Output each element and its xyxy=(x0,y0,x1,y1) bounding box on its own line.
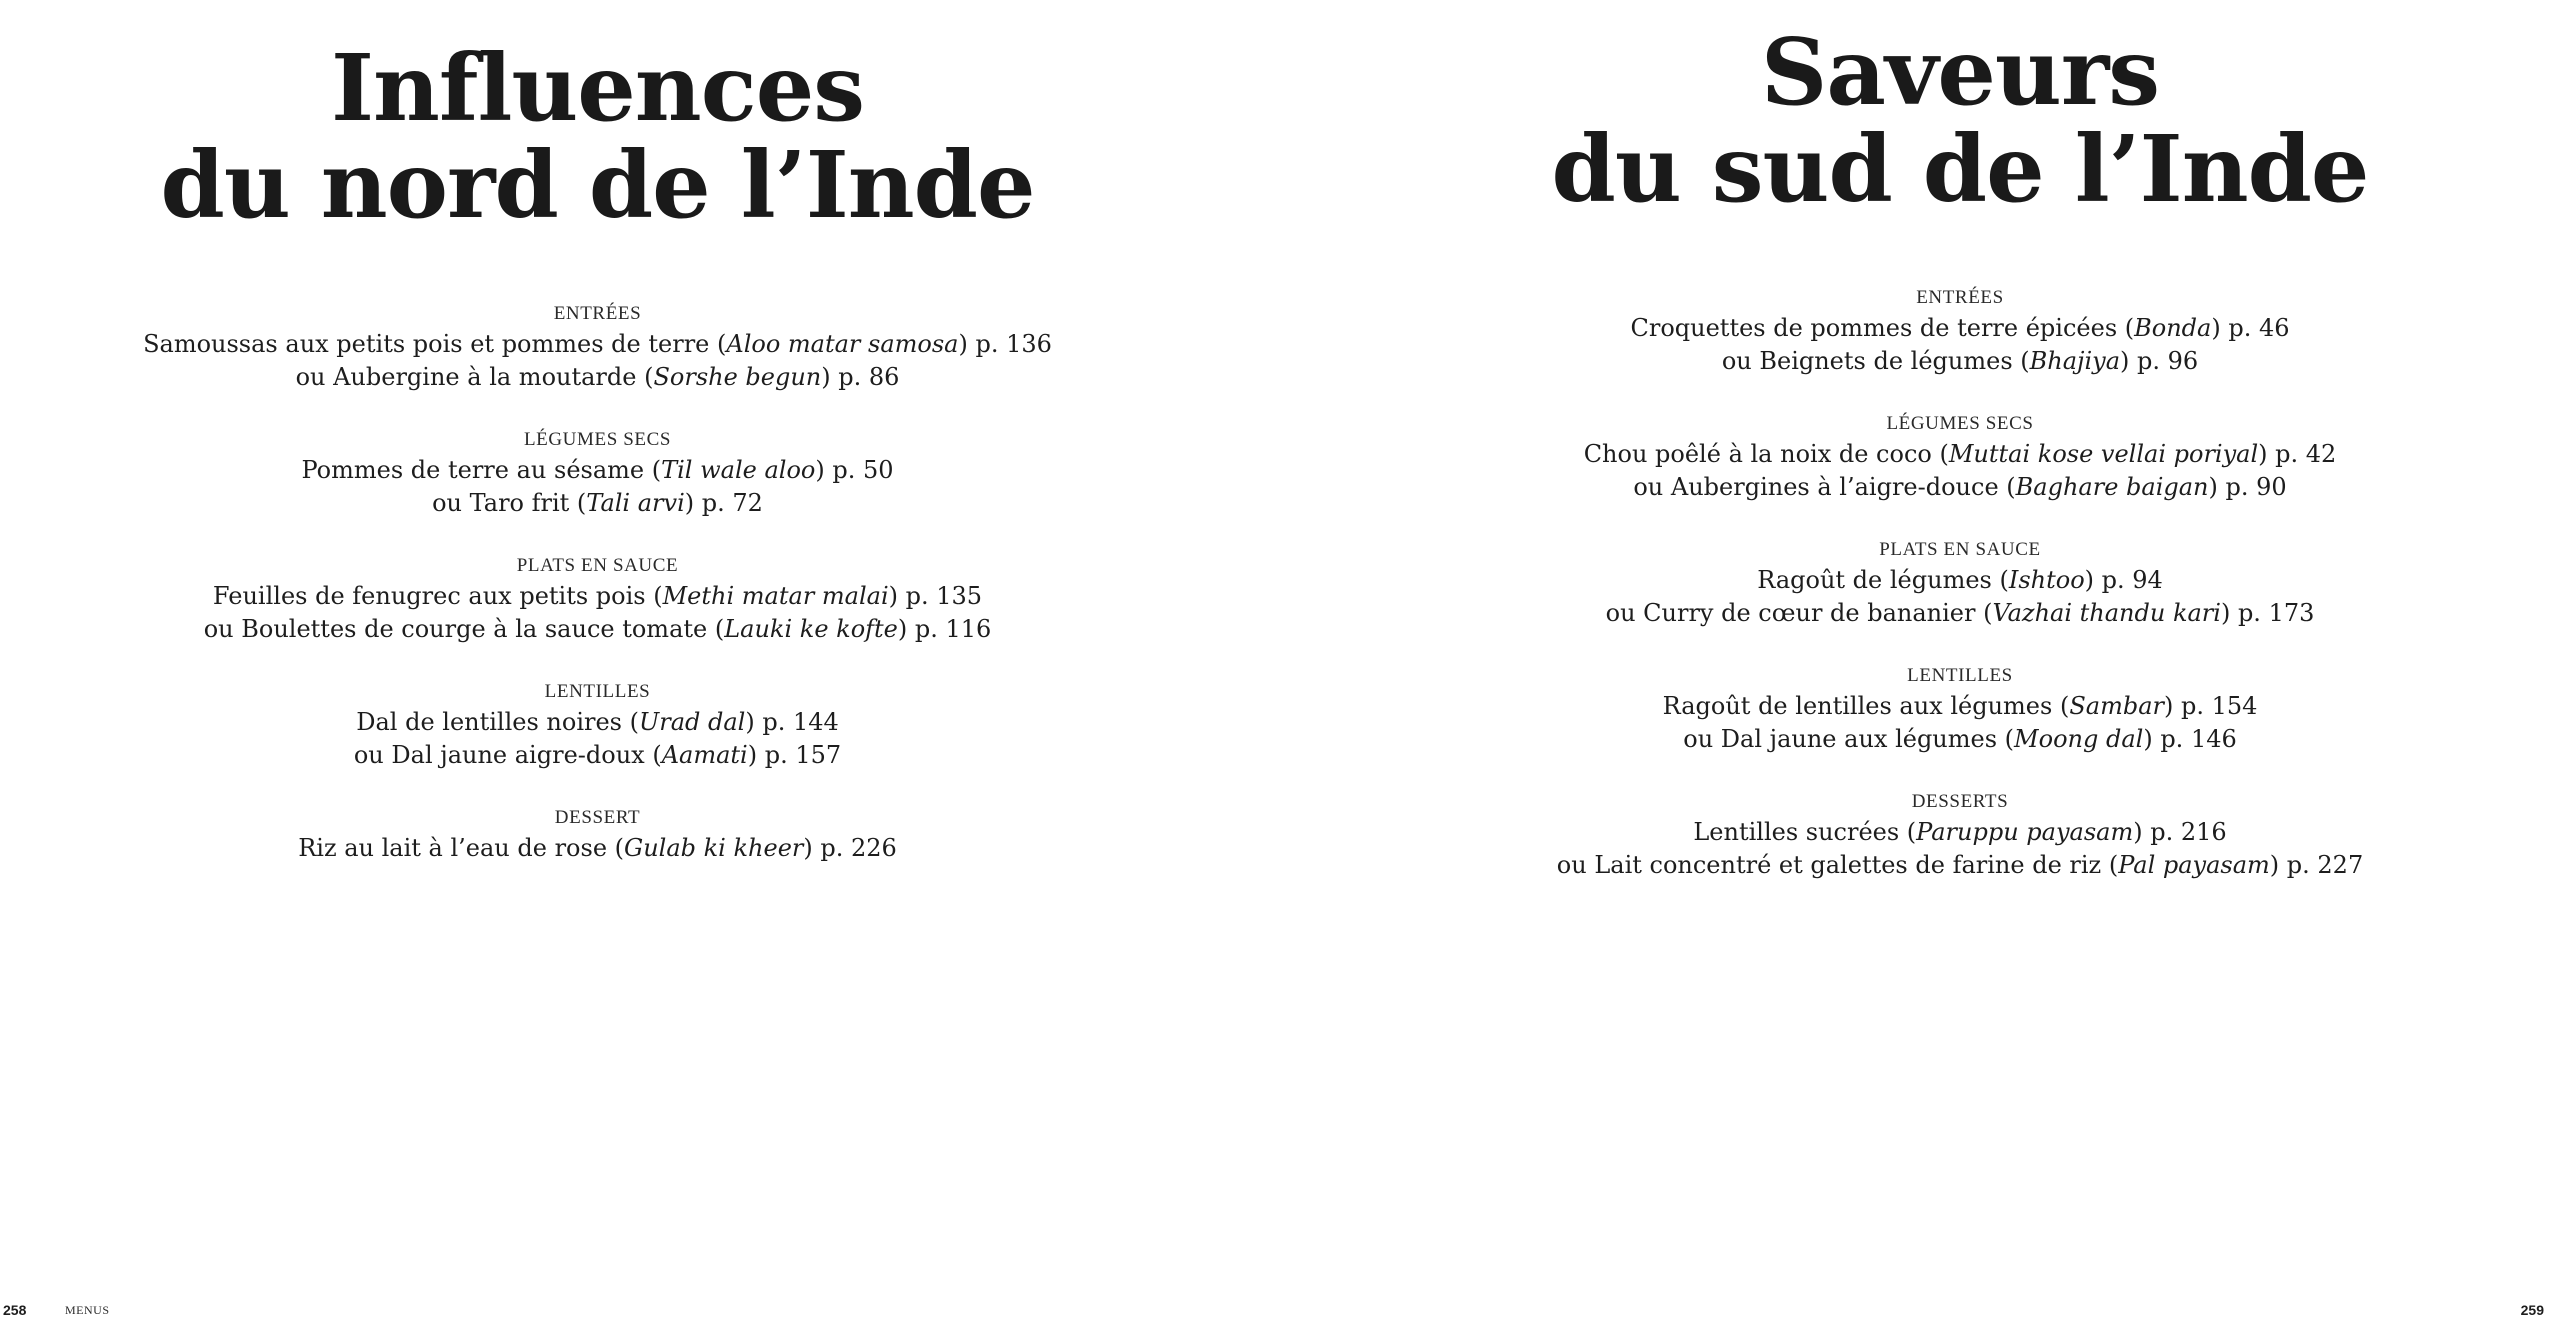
right-menu-section xyxy=(1520,536,2400,630)
dish-line xyxy=(0,580,1195,613)
dish-page-reference: ) p. 42 xyxy=(2258,440,2337,468)
dish-page-reference: ) p. 216 xyxy=(2133,818,2227,846)
dish-indian-name: Pal payasam xyxy=(2118,851,2270,879)
dish-name: Croquettes de pommes de terre épicées ( xyxy=(1630,314,2135,342)
dish-indian-name: Aloo matar samosa xyxy=(726,330,959,358)
dish-indian-name: Lauki ke kofte xyxy=(724,615,898,643)
right-page-title xyxy=(1520,0,2400,223)
dish-line xyxy=(0,454,1195,487)
running-head: MENUS xyxy=(65,1303,110,1317)
dish-line xyxy=(0,706,1195,739)
dish-line xyxy=(1520,849,2400,882)
dish-indian-name: Aamati xyxy=(661,741,748,769)
section-heading: LÉGUMES SECS xyxy=(523,429,672,450)
left-menu-section xyxy=(0,804,1195,865)
dish-name: ou Beignets de légumes ( xyxy=(1721,347,2030,375)
dish-indian-name: Vazhai thandu kari xyxy=(1992,599,2221,627)
dish-name: ou Lait concentré et galettes de farine de riz ( xyxy=(1556,851,2119,879)
dish-name: ou Dal jaune aigre-doux ( xyxy=(353,741,662,769)
dish-line xyxy=(1520,690,2400,723)
dish-page-reference: ) p. 116 xyxy=(897,615,992,643)
right-menu-section xyxy=(1520,284,2400,378)
dish-page-reference: ) p. 135 xyxy=(888,582,983,610)
dish-line xyxy=(1520,723,2400,756)
dish-name: Lentilles sucrées ( xyxy=(1693,818,1917,846)
section-heading: ENTRÉES xyxy=(1916,287,2004,308)
section-heading: LENTILLES xyxy=(544,681,651,702)
dish-line xyxy=(0,328,1195,361)
dish-indian-name: Moong dal xyxy=(2014,725,2144,753)
dish-name: Feuilles de fenugrec aux petits pois ( xyxy=(212,582,663,610)
left-menu-section xyxy=(0,426,1195,520)
dish-name: Chou poêlé à la noix de coco ( xyxy=(1583,440,1949,468)
dish-indian-name: Methi matar malai xyxy=(662,582,889,610)
dish-indian-name: Ishtoo xyxy=(2008,566,2085,594)
section-heading: PLATS EN SAUCE xyxy=(1879,539,2041,560)
dish-line xyxy=(1520,564,2400,597)
dish-name: Pommes de terre au sésame ( xyxy=(301,456,662,484)
dish-name: Ragoût de légumes ( xyxy=(1757,566,2009,594)
dish-line xyxy=(1520,471,2400,504)
left-page-title xyxy=(0,0,1195,239)
dish-name: Dal de lentilles noires ( xyxy=(356,708,639,736)
dish-indian-name: Muttai kose vellai poriyal xyxy=(1948,440,2259,468)
right-menu-section xyxy=(1520,410,2400,504)
left-menu-section xyxy=(0,678,1195,772)
right-menu-section xyxy=(1520,788,2400,882)
dish-line xyxy=(1520,312,2400,345)
right-menu xyxy=(1520,284,2400,882)
dish-name: ou Boulettes de courge à la sauce tomate ( xyxy=(203,615,725,643)
dish-indian-name: Tali arvi xyxy=(586,489,685,517)
section-heading: LENTILLES xyxy=(1907,665,2013,686)
dish-page-reference: ) p. 144 xyxy=(745,708,839,736)
dish-indian-name: Sambar xyxy=(2069,692,2164,720)
dish-indian-name: Bhajiya xyxy=(2029,347,2121,375)
dish-name: ou Aubergines à l’aigre-douce ( xyxy=(1633,473,2016,501)
left-menu-section xyxy=(0,300,1195,394)
left-title-line-1: Influences xyxy=(330,34,865,142)
dish-page-reference: ) p. 50 xyxy=(815,456,894,484)
dish-page-reference: ) p. 136 xyxy=(958,330,1052,358)
dish-page-reference: ) p. 46 xyxy=(2211,314,2290,342)
dish-name: Ragoût de lentilles aux légumes ( xyxy=(1662,692,2070,720)
dish-name: Riz au lait à l’eau de rose ( xyxy=(298,834,625,862)
section-heading: LÉGUMES SECS xyxy=(1886,413,2034,434)
dish-page-reference: ) p. 86 xyxy=(821,363,900,391)
right-page xyxy=(1520,0,2400,914)
dish-line xyxy=(1520,816,2400,849)
section-heading: PLATS EN SAUCE xyxy=(516,555,679,576)
page-number-left: 258 xyxy=(3,1302,27,1318)
dish-line xyxy=(0,832,1195,865)
dish-indian-name: Gulab ki kheer xyxy=(624,834,804,862)
dish-line xyxy=(1520,438,2400,471)
section-heading: DESSERT xyxy=(554,807,641,828)
dish-indian-name: Til wale aloo xyxy=(661,456,816,484)
dish-line xyxy=(1520,345,2400,378)
dish-page-reference: ) p. 96 xyxy=(2120,347,2199,375)
right-title-line-2: du sud de l’Inde xyxy=(1551,115,2369,223)
dish-page-reference: ) p. 173 xyxy=(2220,599,2315,627)
left-menu-section xyxy=(0,552,1195,646)
dish-page-reference: ) p. 94 xyxy=(2084,566,2163,594)
right-title-line-1: Saveurs xyxy=(1760,18,2160,126)
right-menu-section xyxy=(1520,662,2400,756)
dish-name: ou Aubergine à la moutarde ( xyxy=(295,363,654,391)
dish-indian-name: Baghare baigan xyxy=(2015,473,2209,501)
dish-page-reference: ) p. 227 xyxy=(2269,851,2364,879)
dish-indian-name: Sorshe begun xyxy=(653,363,822,391)
dish-page-reference: ) p. 146 xyxy=(2143,725,2237,753)
left-page xyxy=(0,0,1195,897)
dish-line xyxy=(1520,597,2400,630)
dish-indian-name: Bonda xyxy=(2134,314,2212,342)
section-heading: ENTRÉES xyxy=(553,303,642,324)
dish-page-reference: ) p. 72 xyxy=(684,489,763,517)
dish-line xyxy=(0,361,1195,394)
dish-name: ou Curry de cœur de bananier ( xyxy=(1605,599,1993,627)
dish-line xyxy=(0,487,1195,520)
left-title-line-2: du nord de l’Inde xyxy=(160,131,1035,239)
dish-page-reference: ) p. 226 xyxy=(803,834,897,862)
dish-page-reference: ) p. 90 xyxy=(2208,473,2287,501)
dish-indian-name: Urad dal xyxy=(639,708,746,736)
left-menu xyxy=(0,300,1195,865)
dish-page-reference: ) p. 154 xyxy=(2163,692,2258,720)
dish-line xyxy=(0,613,1195,646)
dish-indian-name: Paruppu payasam xyxy=(1916,818,2134,846)
dish-line xyxy=(0,739,1195,772)
page-number-right: 259 xyxy=(2520,1302,2544,1318)
section-heading: DESSERTS xyxy=(1911,791,2009,812)
dish-name: Samoussas aux petits pois et pommes de terre ( xyxy=(143,330,727,358)
dish-page-reference: ) p. 157 xyxy=(747,741,842,769)
dish-name: ou Taro frit ( xyxy=(432,489,587,517)
dish-name: ou Dal jaune aux légumes ( xyxy=(1683,725,2015,753)
